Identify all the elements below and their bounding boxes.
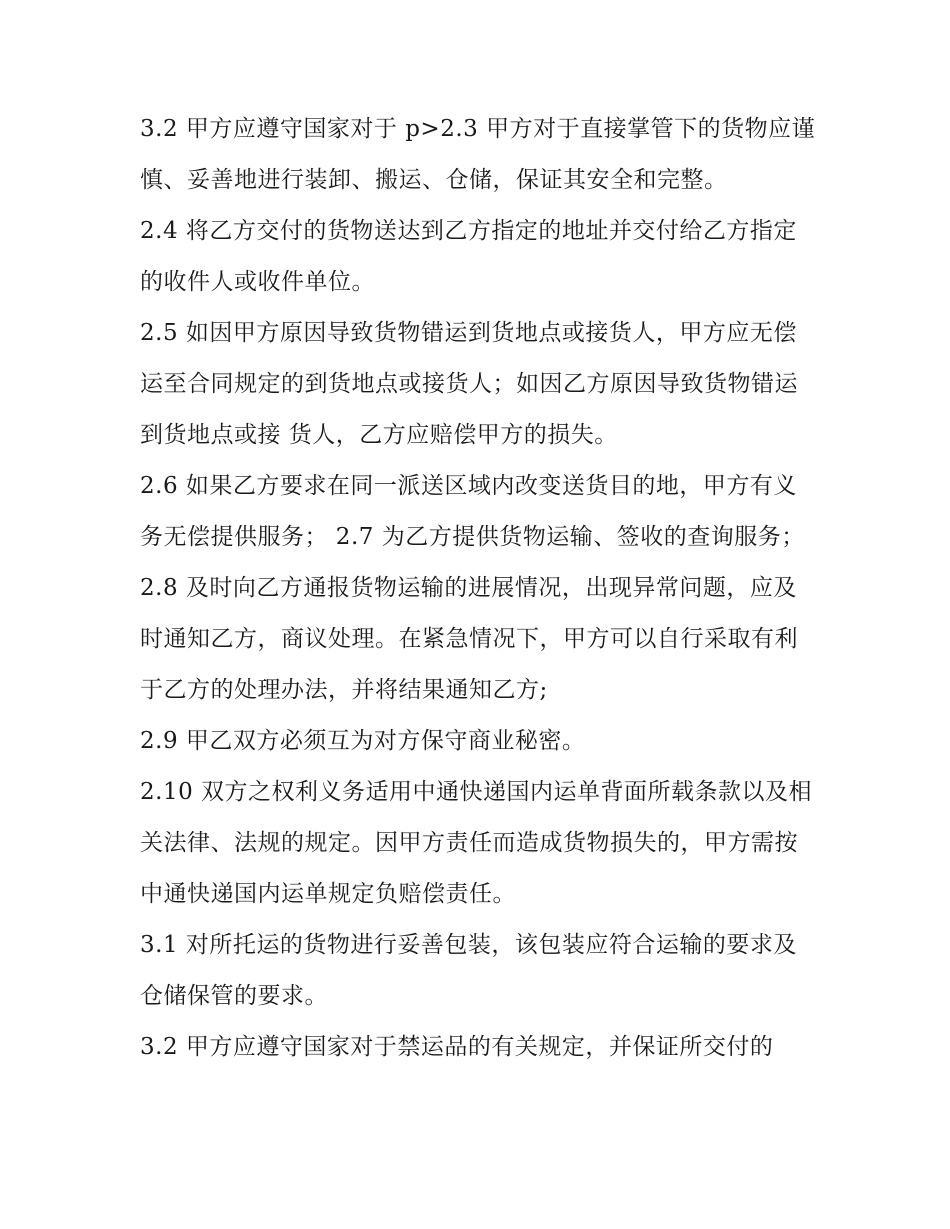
clause-2-6-2-7: 2.6 如果乙方要求在同一派送区域内改变送货目的地，甲方有义务无偿提供服务； 2.7 为乙方提供货物运输、签收的查询服务； xyxy=(140,473,805,550)
clause-3-2-partial: 3.2 甲方应遵守国家对于 p>2.3 甲方对于直接掌管下的货物应谨慎、妥善地进行装卸、搬运、仓储，保证其安全和完整。 xyxy=(140,116,816,193)
document-body xyxy=(140,104,820,1073)
clause-3-2: 3.2 甲方应遵守国家对于禁运品的有关规定，并保证所交付的 xyxy=(140,1034,774,1060)
clause-2-9: 2.9 甲乙双方必须互为对方保守商业秘密。 xyxy=(140,728,586,754)
clause-2-10: 2.10 双方之权利义务适用中通快递国内运单背面所载条款以及相关法律、法规的规定。因甲方责任而造成货物损失的，甲方需按中通快递国内运单规定负赔偿责任。 xyxy=(140,779,813,907)
clause-3-1: 3.1 对所托运的货物进行妥善包装，该包装应符合运输的要求及仓储保管的要求。 xyxy=(140,932,797,1009)
clause-2-8: 2.8 及时向乙方通报货物运输的进展情况，出现异常问题，应及时通知乙方，商议处理。在紧急情况下，甲方可以自行采取有利于乙方的处理办法，并将结果通知乙方; xyxy=(140,575,798,703)
clause-2-5: 2.5 如因甲方原因导致货物错运到货地点或接货人，甲方应无偿运至合同规定的到货地点或接货人；如因乙方原因导致货物错运到货地点或接 货人，乙方应赔偿甲方的损失。 xyxy=(140,320,798,448)
clause-2-4: 2.4 将乙方交付的货物送达到乙方指定的地址并交付给乙方指定的收件人或收件单位。 xyxy=(140,218,797,295)
